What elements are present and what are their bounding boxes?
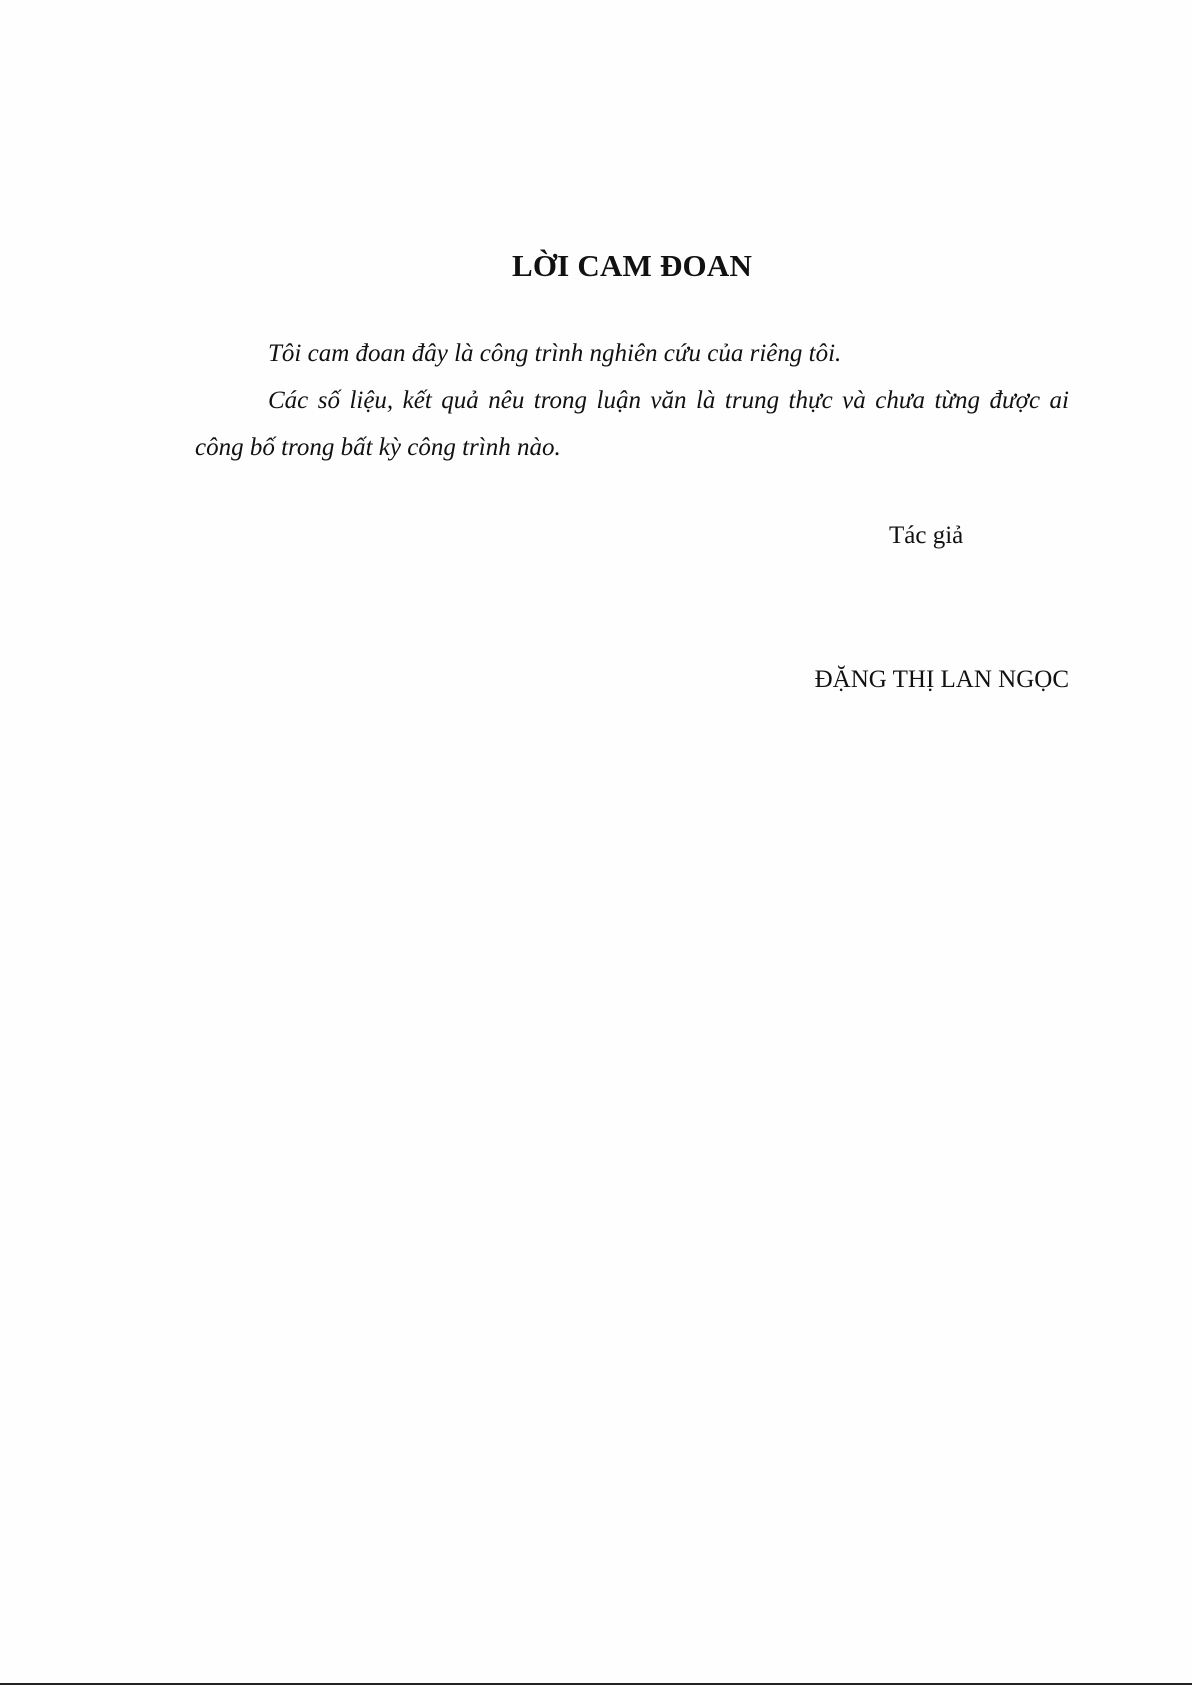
declaration-paragraph-1: Tôi cam đoan đây là công trình nghiên cứu của riêng tôi. — [268, 340, 842, 367]
declaration-paragraph-2: Các số liệu, kết quả nêu trong luận văn là trung thực và chưa từng được ai công bố trong bất kỳ công trình nào. — [195, 387, 1069, 461]
page-title: LỜI CAM ĐOAN — [511, 248, 753, 283]
author-name: ĐẶNG THỊ LAN NGỌC — [814, 666, 1069, 693]
signature-role: Tác giả — [889, 522, 964, 549]
declaration-body — [195, 330, 1069, 471]
